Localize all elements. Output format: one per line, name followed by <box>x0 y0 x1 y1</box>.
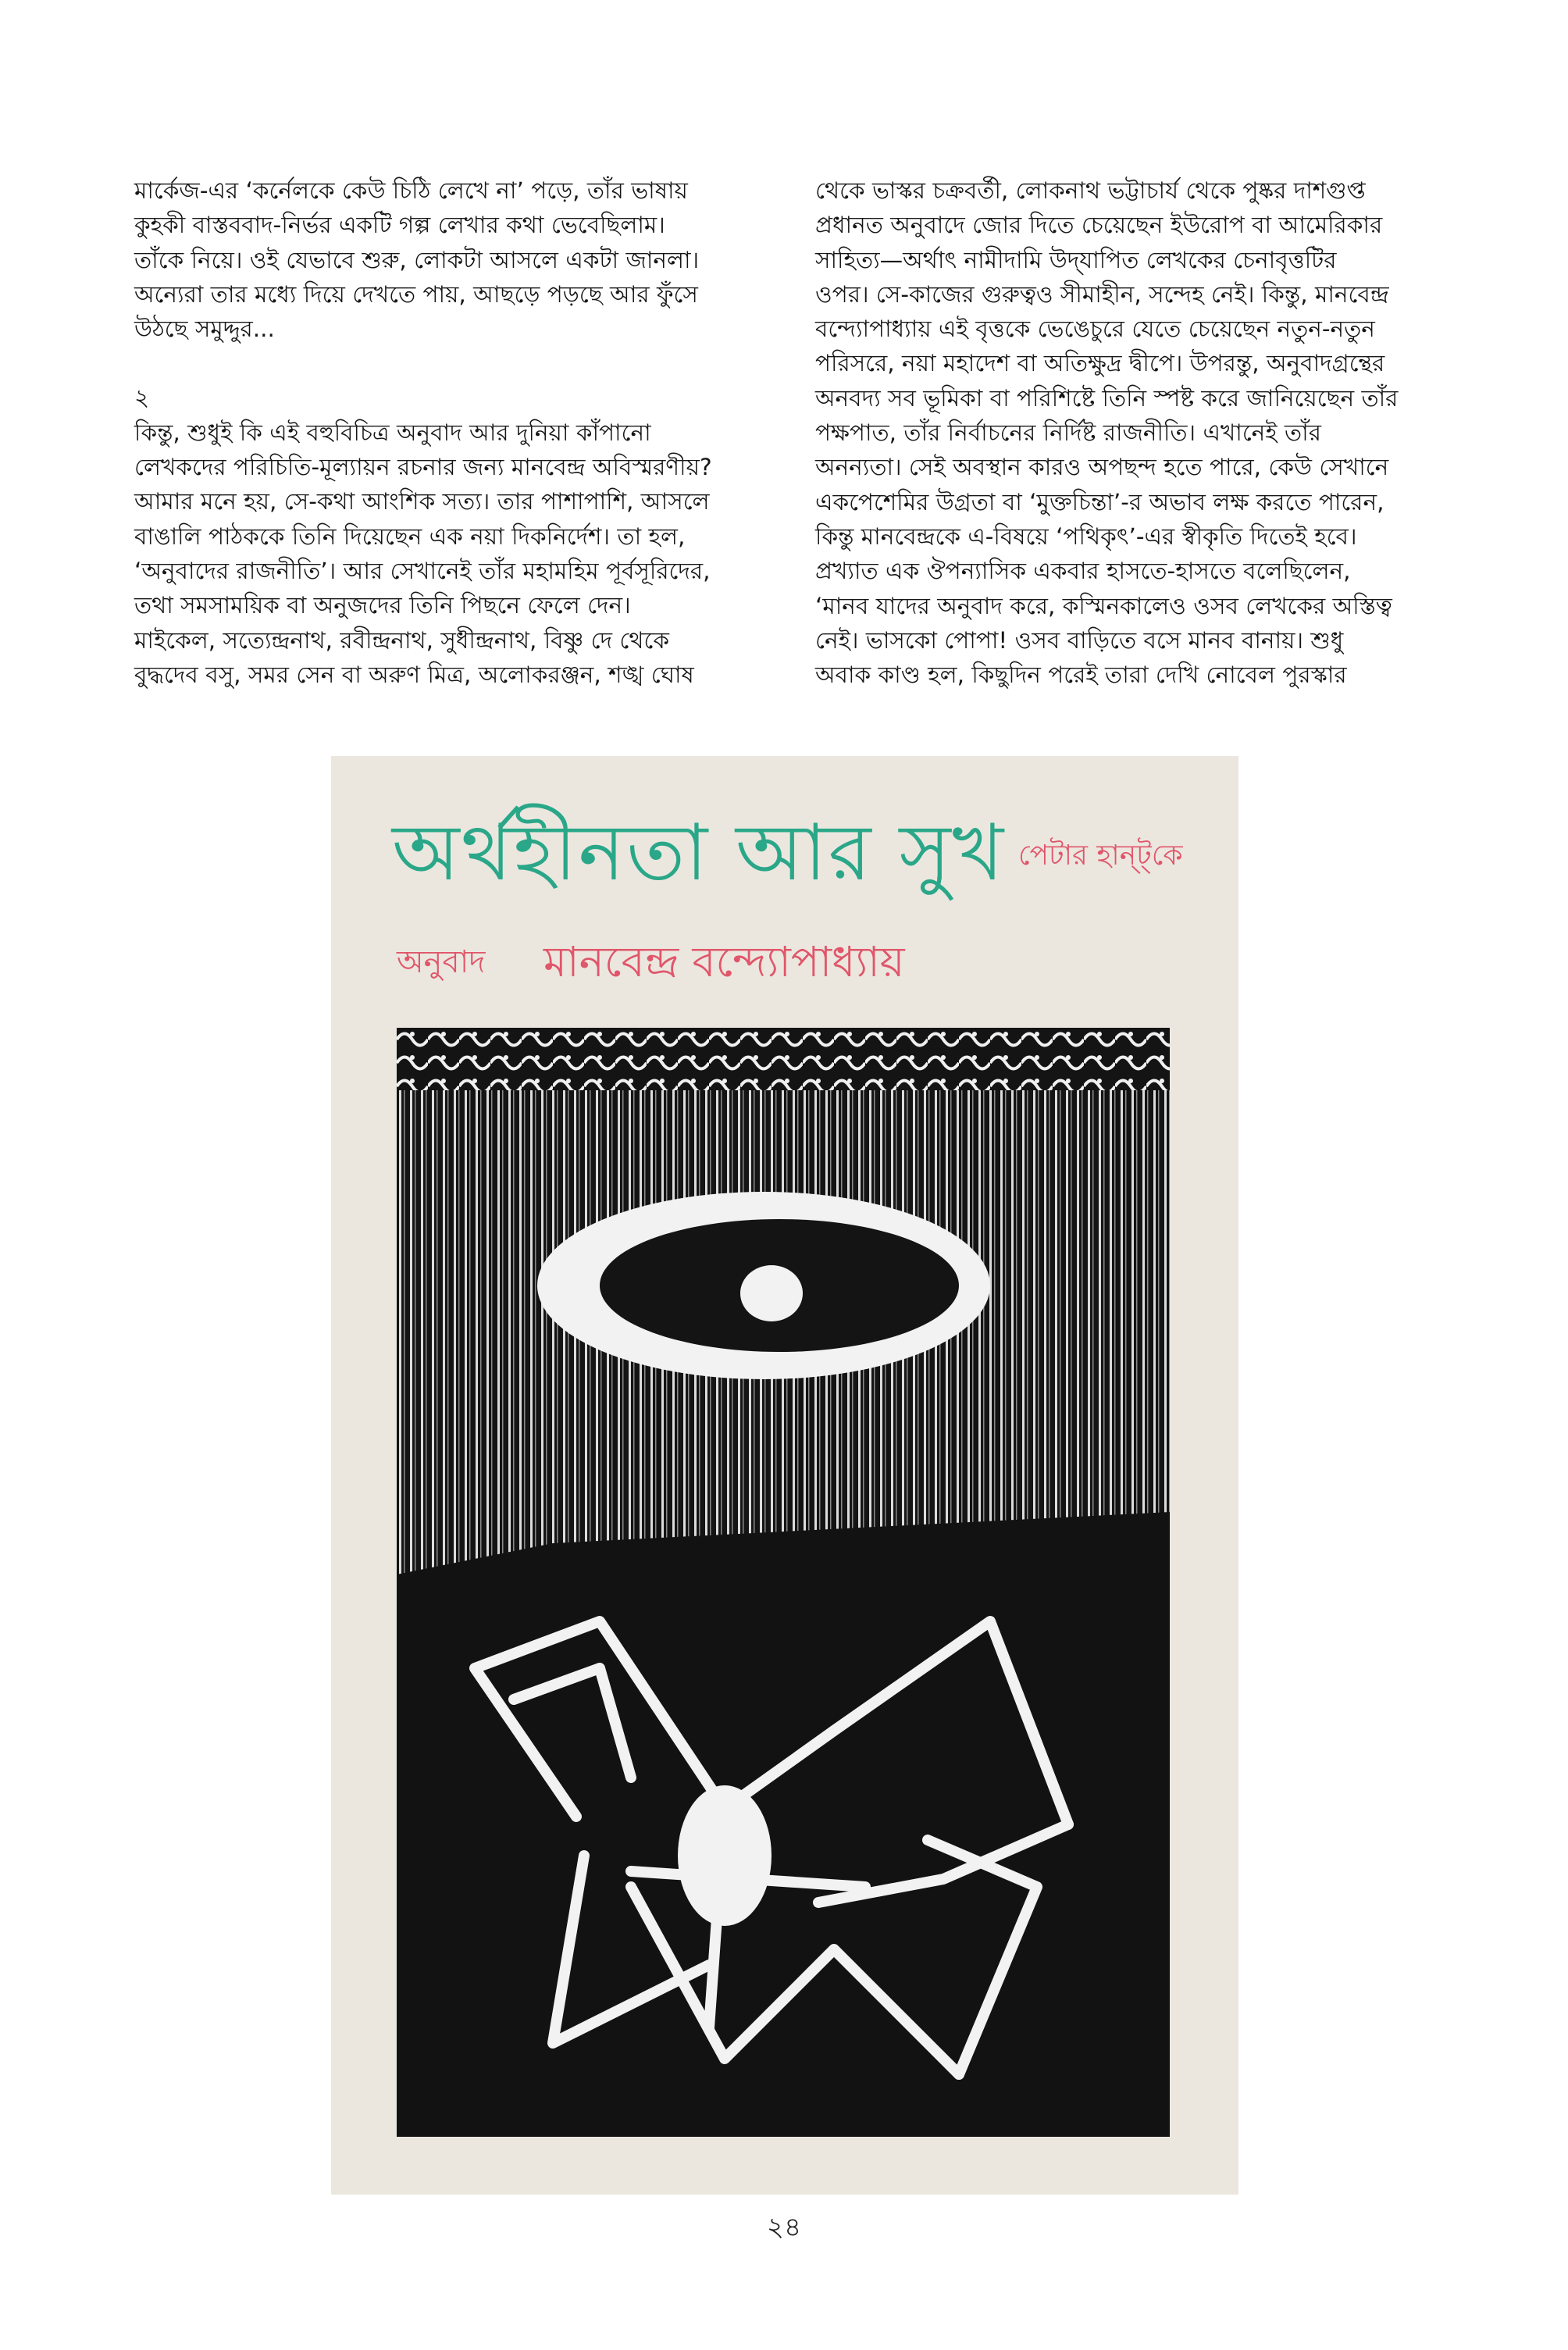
cover-translator: মানবেন্দ্র বন্দ্যোপাধ্যায় <box>543 937 905 986</box>
lace-border <box>397 1028 1170 1090</box>
left-text-column <box>134 173 736 692</box>
cover-translation-label: অনুবাদ <box>397 944 486 980</box>
eye-pupil <box>740 1265 803 1321</box>
section-number: ২ <box>134 384 150 412</box>
paragraph: থেকে ভাস্কর চক্রবর্তী, লোকনাথ ভট্টাচার্য থেকে পুষ্কর দাশগুপ্ত প্রধানত অনুবাদে জোর দিতে চেয়েছেন ইউরোপ বা আমেরিকার সাহিত্য—অর্থাৎ নামীদামি উদ্‌যাপিত লেখকের চেনাবৃত্তটির ওপর। সে-কাজের গুরুত্বও সীমাহীন, সন্দেহ নেই। কিন্তু, মানবেন্দ্র বন্দ্যোপাধ্যায় এই বৃত্তকে ভেঙেচুরে যেতে চেয়েছেন নতুন-নতুন পরিসরে, নয়া মহাদেশ বা অতিক্ষুদ্র দ্বীপে। উপরন্তু, অনুবাদগ্রন্থের অনবদ্য সব ভূমিকা বা পরিশিষ্টে তিনি স্পষ্ট করে জানিয়েছেন তাঁর পক্ষপাত, তাঁর নির্বাচনের নির্দিষ্ট রাজনীতি। এখানেই তাঁর অনন্যতা। সেই অবস্থান কারও অপছন্দ হতে পারে, কেউ সেখানে একপেশেমির উগ্রতা বা ‘মুক্তচিন্তা’-র অভাব লক্ষ করতে পারেন, কিন্তু মানবেন্দ্রকে এ-বিষয়ে ‘পথিকৃৎ’-এর স্বীকৃতি দিতেই হবে। প্রখ্যাত এক ঔপন্যাসিক একবার হাসতে-হাসতে বলেছিলেন, ‘মানব যাদের অনুবাদ করে, কস্মিনকালেও ওসব লেখকের অস্তিত্ব নেই। ভাসকো পোপা! ওসব বাড়িতে বসে মানব বানায়। শুধু অবাক কাণ্ড হল, কিছুদিন পরেই তারা দেখি নোবেল পুরস্কার <box>815 177 1399 689</box>
page-number: ২৪ <box>766 2212 802 2243</box>
paragraph: কিন্তু, শুধুই কি এই বহুবিচিত্র অনুবাদ আর দুনিয়া কাঁপানো লেখকদের পরিচিতি-মূল্যায়ন রচনার জন্য মানবেন্দ্র অবিস্মরণীয়? আমার মনে হয়, সে-কথা আংশিক সত্য। তার পাশাপাশি, আসলে বাঙালি পাঠককে তিনি দিয়েছেন এক নয়া দিকনির্দেশ। তা হল, ‘অনুবাদের রাজনীতি’। আর সেখানেই তাঁর মহামহিম পূর্বসূরিদের, তথা সমসাময়িক বা অনুজদের তিনি পিছনে ফেলে দেন। মাইকেল, সত্যেন্দ্রনাথ, রবীন্দ্রনাথ, সুধীন্দ্রনাথ, বিষ্ণু দে থেকে বুদ্ধদেব বসু, সমর সেন বা অরুণ মিত্র, অলোকরঞ্জন, শঙ্খ ঘোষ <box>134 419 712 688</box>
cover-title: অর্থহীনতা আর সুখ <box>392 807 1006 898</box>
cover-artwork <box>397 1028 1170 2137</box>
floor <box>397 1512 1170 2137</box>
paragraph: মার্কেজ-এর ‘কর্নেলকে কেউ চিঠি লেখে না’ পড়ে, তাঁর ভাষায় কুহকী বাস্তববাদ-নির্ভর একটি গল্প লেখার কথা ভেবেছিলাম। তাঁকে নিয়ে। ওই যেভাবে শুরু, লোকটা আসলে একটা জানলা। অন্যেরা তার মধ্যে দিয়ে দেখতে পায়, আছড়ে পড়ছে আর ফুঁসে উঠছে সমুদ্দুর... <box>134 177 700 343</box>
book-cover-image <box>331 756 1238 2195</box>
cover-author: পেটার হান্ট্‌কে <box>1018 840 1183 872</box>
figure-body <box>678 1785 772 1926</box>
right-text-column <box>815 173 1417 692</box>
